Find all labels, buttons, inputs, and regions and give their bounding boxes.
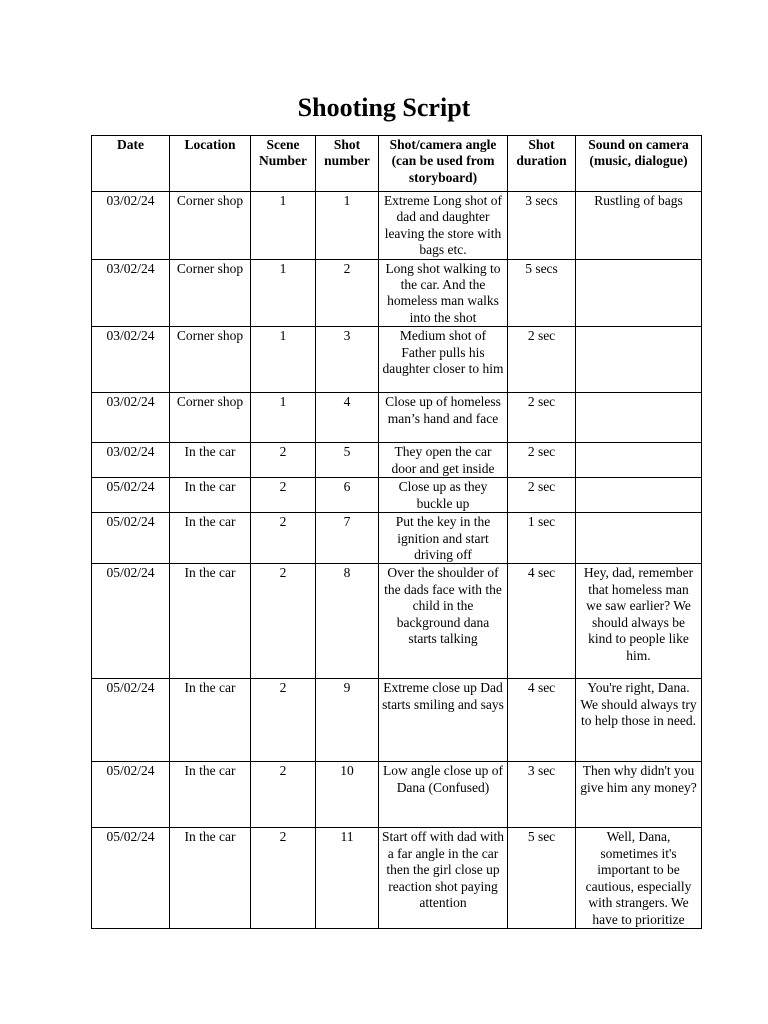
cell-date: 05/02/24	[92, 828, 170, 928]
cell-sound-on-camera: Then why didn't you give him any money?	[576, 762, 702, 828]
cell-sound-on-camera: Well, Dana, sometimes it's important to be cautious, especially with strangers. We have to prioritize	[576, 828, 702, 928]
cell-shot-camera-angle: Long shot walking to the car. And the homeless man walks into the shot	[379, 259, 508, 327]
cell-sound-on-camera	[576, 513, 702, 564]
cell-shot-number: 8	[316, 564, 379, 679]
cell-shot-camera-angle: They open the car door and get inside	[379, 443, 508, 478]
cell-sound-on-camera	[576, 478, 702, 513]
cell-location: Corner shop	[170, 393, 251, 443]
cell-shot-number: 6	[316, 478, 379, 513]
cell-sound-on-camera: Rustling of bags	[576, 192, 702, 260]
cell-date: 05/02/24	[92, 478, 170, 513]
cell-shot-camera-angle: Close up as they buckle up	[379, 478, 508, 513]
cell-scene-number: 2	[251, 679, 316, 762]
cell-shot-number: 1	[316, 192, 379, 260]
table-row	[92, 478, 702, 513]
cell-shot-duration: 2 sec	[508, 478, 576, 513]
cell-sound-on-camera: Hey, dad, remember that homeless man we saw earlier? We should always be kind to people like him.	[576, 564, 702, 679]
cell-shot-number: 10	[316, 762, 379, 828]
cell-scene-number: 2	[251, 443, 316, 478]
cell-date: 03/02/24	[92, 443, 170, 478]
cell-shot-number: 7	[316, 513, 379, 564]
cell-shot-camera-angle: Low angle close up of Dana (Confused)	[379, 762, 508, 828]
header-date: Date	[92, 136, 170, 192]
cell-scene-number: 2	[251, 513, 316, 564]
cell-shot-number: 3	[316, 327, 379, 393]
cell-shot-duration: 5 secs	[508, 259, 576, 327]
cell-location: In the car	[170, 762, 251, 828]
header-sound-on-camera: Sound on camera (music, dialogue)	[576, 136, 702, 192]
cell-scene-number: 1	[251, 192, 316, 260]
cell-shot-number: 11	[316, 828, 379, 928]
table-row	[92, 679, 702, 762]
cell-shot-duration: 3 sec	[508, 762, 576, 828]
cell-shot-number: 5	[316, 443, 379, 478]
table-row	[92, 192, 702, 260]
cell-shot-camera-angle: Over the shoulder of the dads face with the child in the background dana starts talking	[379, 564, 508, 679]
cell-location: In the car	[170, 478, 251, 513]
page-title: Shooting Script	[297, 93, 471, 122]
cell-scene-number: 2	[251, 478, 316, 513]
cell-sound-on-camera	[576, 443, 702, 478]
table-row	[92, 259, 702, 327]
table-header-row	[92, 136, 702, 192]
table-row	[92, 564, 702, 679]
cell-shot-duration: 2 sec	[508, 443, 576, 478]
cell-sound-on-camera: You're right, Dana. We should always try to help those in need.	[576, 679, 702, 762]
cell-sound-on-camera	[576, 327, 702, 393]
cell-shot-camera-angle: Close up of homeless man’s hand and face	[379, 393, 508, 443]
cell-sound-on-camera	[576, 393, 702, 443]
cell-date: 05/02/24	[92, 762, 170, 828]
cell-date: 03/02/24	[92, 393, 170, 443]
cell-shot-duration: 4 sec	[508, 564, 576, 679]
cell-shot-duration: 2 sec	[508, 393, 576, 443]
cell-scene-number: 1	[251, 259, 316, 327]
cell-date: 03/02/24	[92, 327, 170, 393]
cell-location: Corner shop	[170, 259, 251, 327]
header-shot-number: Shot number	[316, 136, 379, 192]
header-shot-camera-angle: Shot/camera angle (can be used from storyboard)	[379, 136, 508, 192]
header-shot-duration: Shot duration	[508, 136, 576, 192]
cell-location: In the car	[170, 679, 251, 762]
cell-location: In the car	[170, 564, 251, 679]
table-row	[92, 762, 702, 828]
cell-date: 05/02/24	[92, 513, 170, 564]
cell-location: In the car	[170, 513, 251, 564]
cell-shot-number: 9	[316, 679, 379, 762]
cell-date: 03/02/24	[92, 259, 170, 327]
cell-location: In the car	[170, 443, 251, 478]
cell-location: Corner shop	[170, 327, 251, 393]
table-row	[92, 828, 702, 928]
shooting-script-table	[91, 135, 702, 929]
cell-date: 05/02/24	[92, 679, 170, 762]
cell-date: 03/02/24	[92, 192, 170, 260]
cell-location: Corner shop	[170, 192, 251, 260]
cell-shot-camera-angle: Start off with dad with a far angle in the car then the girl close up reaction shot paying attention	[379, 828, 508, 928]
cell-shot-duration: 1 sec	[508, 513, 576, 564]
cell-scene-number: 2	[251, 564, 316, 679]
cell-shot-duration: 5 sec	[508, 828, 576, 928]
cell-shot-duration: 4 sec	[508, 679, 576, 762]
cell-shot-number: 2	[316, 259, 379, 327]
table-row	[92, 327, 702, 393]
cell-date: 05/02/24	[92, 564, 170, 679]
cell-scene-number: 2	[251, 762, 316, 828]
header-scene-number: Scene Number	[251, 136, 316, 192]
cell-shot-duration: 3 secs	[508, 192, 576, 260]
table-row	[92, 443, 702, 478]
cell-sound-on-camera	[576, 259, 702, 327]
cell-shot-camera-angle: Put the key in the ignition and start driving off	[379, 513, 508, 564]
cell-location: In the car	[170, 828, 251, 928]
cell-shot-duration: 2 sec	[508, 327, 576, 393]
cell-scene-number: 1	[251, 327, 316, 393]
cell-scene-number: 1	[251, 393, 316, 443]
header-location: Location	[170, 136, 251, 192]
table-row	[92, 393, 702, 443]
cell-scene-number: 2	[251, 828, 316, 928]
cell-shot-camera-angle: Extreme Long shot of dad and daughter leaving the store with bags etc.	[379, 192, 508, 260]
table-row	[92, 513, 702, 564]
cell-shot-number: 4	[316, 393, 379, 443]
cell-shot-camera-angle: Extreme close up Dad starts smiling and says	[379, 679, 508, 762]
cell-shot-camera-angle: Medium shot of Father pulls his daughter closer to him	[379, 327, 508, 393]
